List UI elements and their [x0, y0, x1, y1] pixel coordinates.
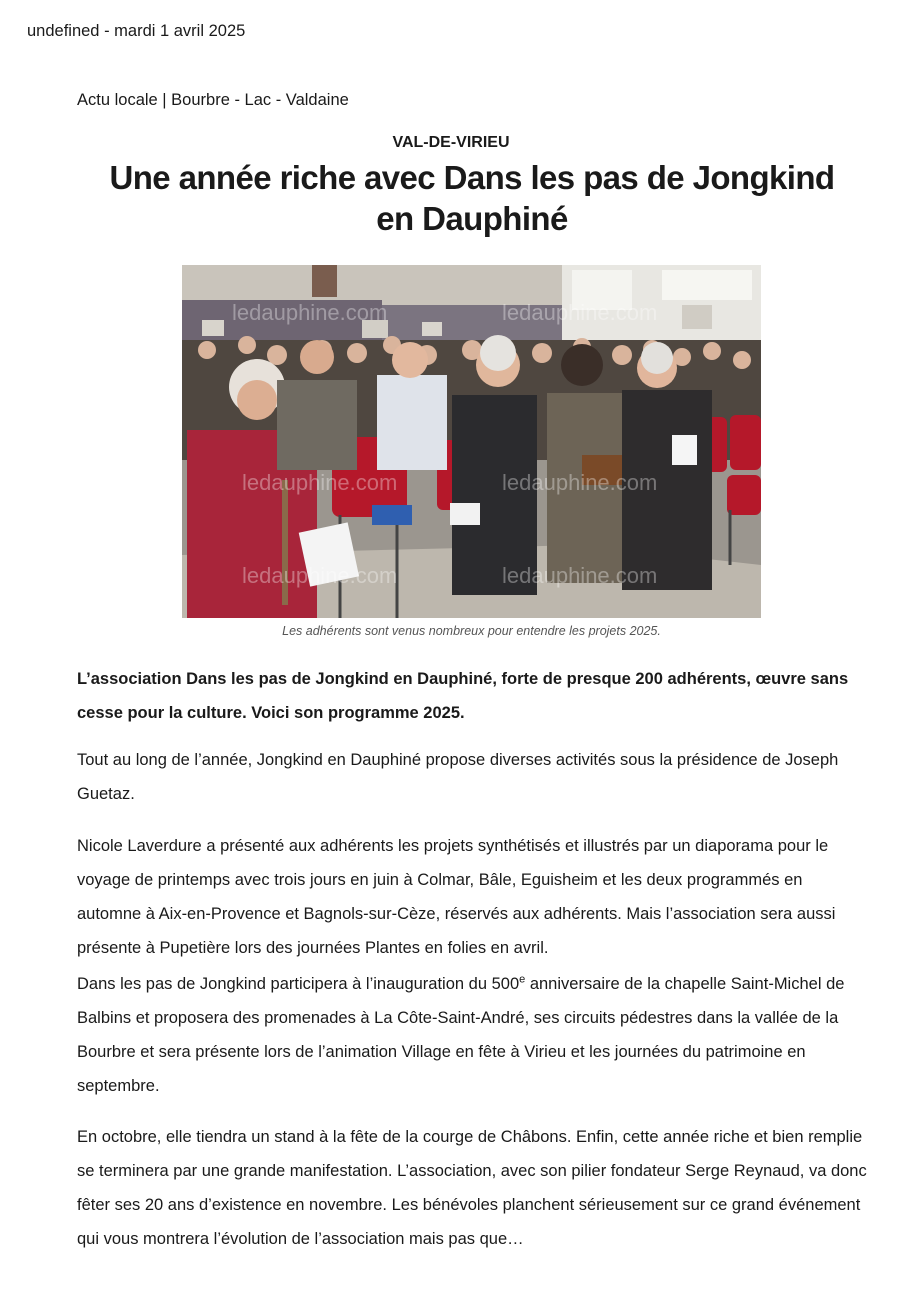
photo-watermark: ledauphine.com [502, 563, 658, 588]
edition-header: undefined - mardi 1 avril 2025 [27, 22, 246, 40]
photo-watermark: ledauphine.com [242, 470, 398, 495]
article-paragraph: En octobre, elle tiendra un stand à la fête de la courge de Châbons. Enfin, cette année riche et bien remplie se terminera par une grande manifestation. L’association, avec son pilier fondateur Serge Reynaud, va donc fêter ses 20 ans d’existence en novembre. Les bénévoles planchent sérieusement sur ce grand événement qui vous montrera l’évolution de l’association mais pas que… [77, 1128, 867, 1248]
article-paragraph: Nicole Laverdure a présenté aux adhérents les projets synthétisés et illustrés par un diaporama pour le voyage de printemps avec trois jours en juin à Colmar, Bâle, Eguisheim et les deux programmés en automne à Aix-en-Provence et Bagnols-sur-Cèze, réservés aux adhérents. Mais l’association sera aussi présente à Pupetière lors des journées Plantes en folies en avril. [77, 837, 836, 957]
article-lead: L’association Dans les pas de Jongkind en Dauphiné, forte de presque 200 adhérents, œuvre sans cesse pour la culture. Voici son programme 2025. [77, 670, 849, 722]
article-title: Une année riche avec Dans les pas de Jongkind en Dauphiné [109, 159, 835, 237]
photo-caption: Les adhérents sont venus nombreux pour entendre les projets 2025. [282, 624, 661, 638]
article-kicker: VAL-DE-VIRIEU [392, 134, 510, 151]
photo-watermark: ledauphine.com [232, 300, 388, 325]
photo-watermark: ledauphine.com [242, 563, 398, 588]
paragraph-text: anniversaire de la chapelle Saint-Michel de Balbins et proposera des promenades à La Côte-Saint-André, ses circuits pédestres dans la vallée de la Bourbre et sera présente lors de l’animation Village en fête à Virieu et les journées du patrimoine en septembre. [77, 975, 845, 1095]
section-breadcrumb: Actu locale | Bourbre - Lac - Valdaine [77, 91, 349, 109]
article-photo [182, 265, 761, 618]
paragraph-text: Dans les pas de Jongkind participera à l’inauguration du 500 [77, 975, 520, 993]
article-paragraph [77, 967, 867, 1103]
ordinal-superscript: e [519, 973, 526, 986]
article-paragraph: Tout au long de l’année, Jongkind en Dauphiné propose diverses activités sous la présidence de Joseph Guetaz. [77, 751, 839, 803]
photo-watermark: ledauphine.com [502, 300, 658, 325]
photo-watermark: ledauphine.com [502, 470, 658, 495]
